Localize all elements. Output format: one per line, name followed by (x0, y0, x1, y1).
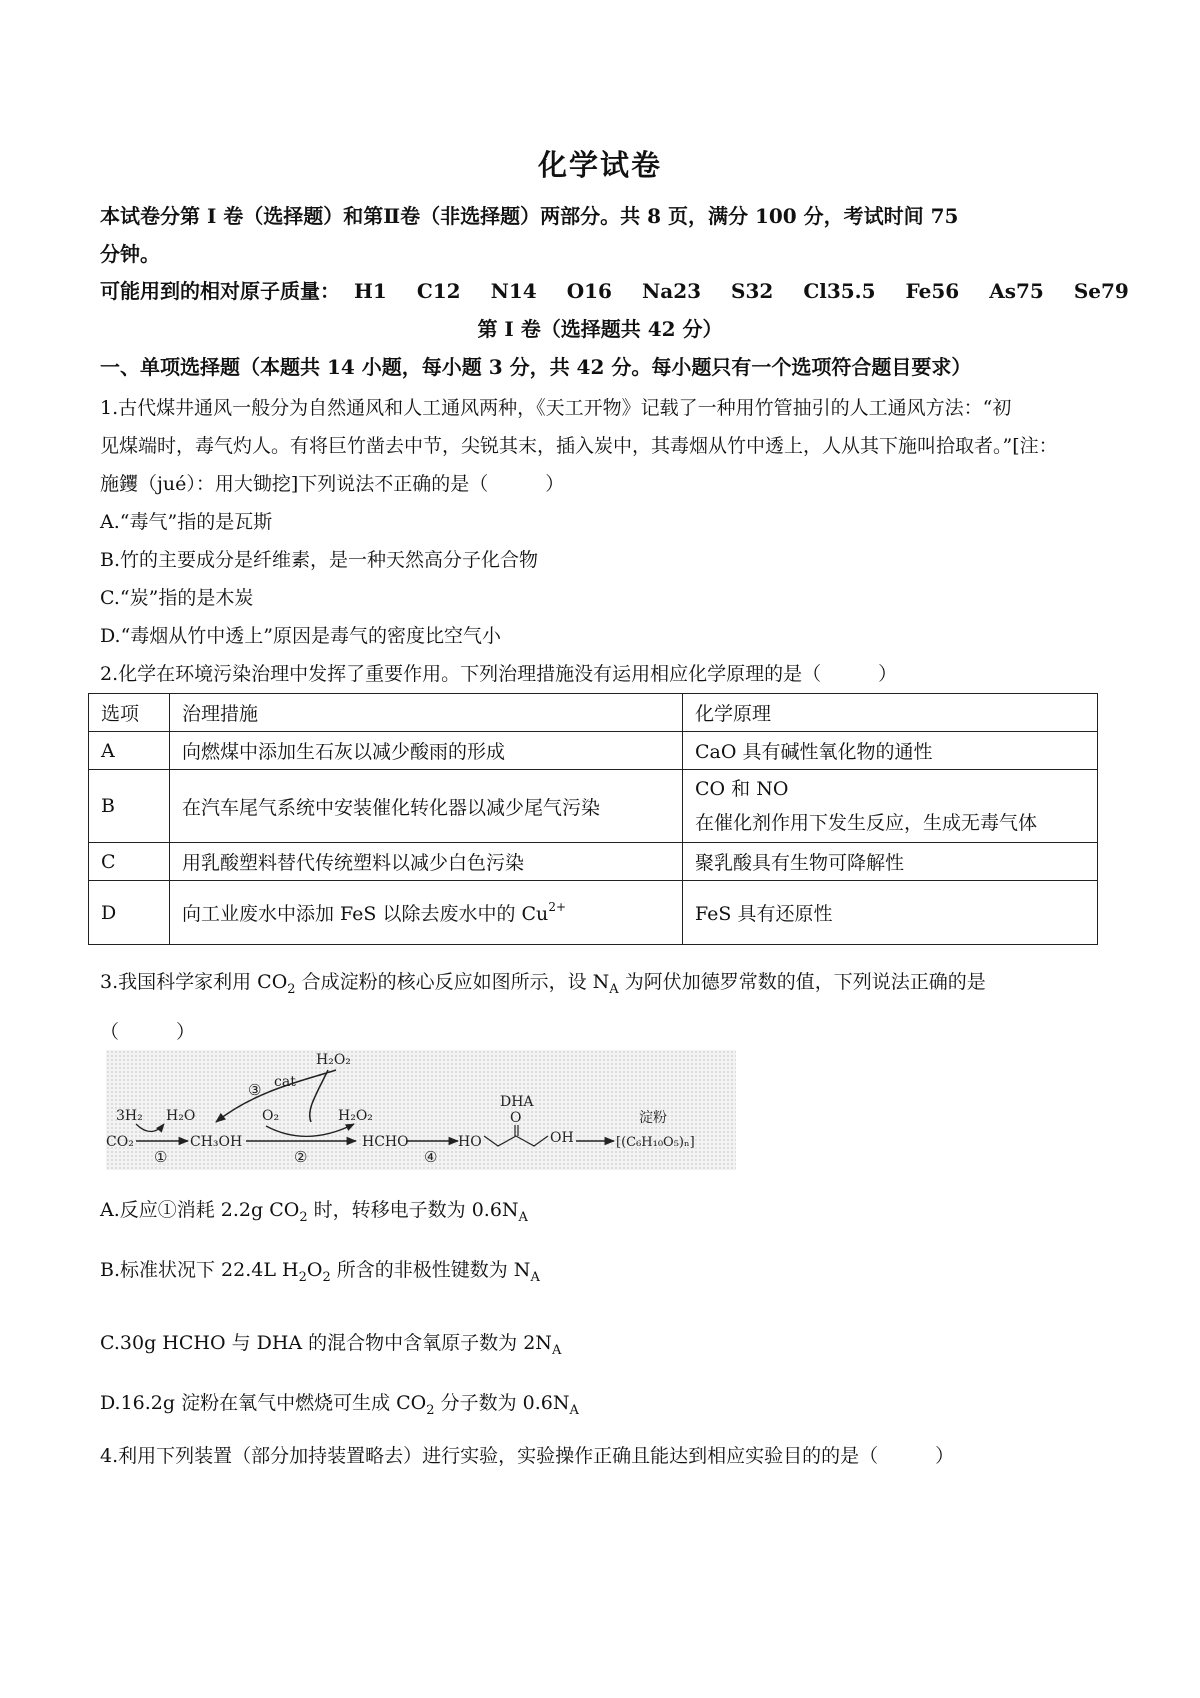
row-measure: 在汽车尾气系统中安装催化转化器以减少尾气污染 (170, 770, 683, 843)
section-title: 一、单项选择题（本题共 14 小题，每小题 3 分，共 42 分。每小题只有一个选项符合题目要求） (100, 355, 972, 379)
q3-option-b (100, 1255, 540, 1285)
diag-ch3oh: CH₃OH (190, 1134, 243, 1150)
q3-option-d (100, 1388, 579, 1418)
q3-stem-part: 合成淀粉的核心反应如图所示，设 N (295, 971, 610, 993)
diag-step1: ① (154, 1148, 168, 1166)
q1-option-d: D.“毒烟从竹中透上”原因是毒气的密度比空气小 (100, 625, 502, 647)
principle-line-1: CO 和 NO (695, 778, 789, 800)
row-measure (170, 881, 683, 945)
option-text: 分子数为 0.6N (434, 1392, 570, 1414)
masses-label: 可能用到的相对原子质量： (100, 279, 340, 303)
table-row (89, 881, 1098, 945)
atomic-masses (100, 275, 1159, 304)
diag-step4: ④ (424, 1148, 438, 1166)
row-principle: CaO 具有碱性氧化物的通性 (683, 732, 1098, 770)
subscript: A (518, 1210, 528, 1225)
row-measure: 用乳酸塑料替代传统塑料以减少白色污染 (170, 843, 683, 881)
table-row (89, 732, 1098, 770)
diag-starch-label: 淀粉 (639, 1110, 667, 1126)
q3-stem-line-2: （ ） (100, 1021, 196, 1043)
mass-item: Na23 (641, 279, 702, 303)
diag-dha: DHA (500, 1094, 534, 1110)
subscript: 2 (426, 1403, 435, 1418)
q3-option-a (100, 1195, 528, 1225)
subscript: A (551, 1343, 562, 1358)
diag-step2: ② (294, 1148, 308, 1166)
charge-superscript: 2+ (548, 900, 567, 914)
step2-side-arrow (266, 1124, 354, 1136)
row-principle: 聚乳酸具有生物可降解性 (683, 843, 1098, 881)
diag-h2o2-mid: H₂O₂ (338, 1108, 373, 1124)
diag-hcho: HCHO (362, 1134, 409, 1150)
row-option: C (89, 843, 170, 881)
diag-co2: CO₂ (106, 1134, 134, 1150)
subscript: A (569, 1403, 579, 1418)
subscript: 2 (287, 982, 296, 997)
diag-o2: O₂ (262, 1108, 280, 1124)
reaction-pathway-diagram (106, 1050, 736, 1170)
mass-item: C12 (416, 279, 461, 303)
q1-stem-line-1: 1.古代煤井通风一般分为自然通风和人工通风两种，《天工开物》记载了一种用竹管抽引的人工通风方法：“初 (100, 397, 1012, 419)
subscript: 2 (322, 1270, 331, 1285)
option-text: B.标准状况下 22.4L H (100, 1259, 299, 1281)
col-header-principle: 化学原理 (683, 694, 1098, 732)
q1-option-c: C.“炭”指的是木炭 (100, 587, 254, 609)
mass-item: O16 (566, 279, 612, 303)
part-title: 第 I 卷（选择题共 42 分） (477, 317, 723, 341)
mass-item: N14 (490, 279, 537, 303)
option-text: D.16.2g 淀粉在氧气中燃烧可生成 CO (100, 1392, 427, 1414)
principle-line-2: 在催化剂作用下发生反应，生成无毒气体 (695, 812, 1038, 834)
col-header-measure: 治理措施 (170, 694, 683, 732)
row-option: B (89, 770, 170, 843)
row-option: A (89, 732, 170, 770)
step1-side-arrow (136, 1124, 164, 1132)
mass-item: Cl35.5 (803, 279, 876, 303)
q4-stem: 4.利用下列装置（部分加持装置略去）进行实验，实验操作正确且能达到相应实验目的的是（ ） (100, 1445, 955, 1467)
subscript: 2 (298, 1270, 307, 1285)
mass-item: Se79 (1073, 279, 1129, 303)
row-principle: FeS 具有还原性 (683, 881, 1098, 945)
subscript: 2 (299, 1210, 308, 1225)
mass-item: S32 (731, 279, 774, 303)
intro-line-2: 分钟。 (100, 242, 160, 266)
option-text: O (306, 1259, 323, 1281)
diag-starch-formula: [(C₆H₁₀O₅)ₙ] (616, 1135, 695, 1150)
row-measure: 向燃煤中添加生石灰以减少酸雨的形成 (170, 732, 683, 770)
option-text: 时，转移电子数为 0.6N (307, 1199, 519, 1221)
q1-option-a: A.“毒气”指的是瓦斯 (100, 511, 273, 533)
table-header-row (89, 694, 1098, 732)
diag-h2o: H₂O (166, 1108, 196, 1124)
q2-table (88, 693, 1098, 945)
diag-h2: 3H₂ (116, 1108, 143, 1124)
diag-cat: cat (274, 1074, 296, 1090)
page-title: 化学试卷 (537, 148, 662, 182)
diag-carbonyl-o: O (510, 1110, 522, 1126)
diag-step3: ③ (248, 1081, 262, 1099)
subscript: A (530, 1270, 540, 1285)
diag-oh: OH (550, 1130, 574, 1146)
q1-stem-line-2: 见煤端时，毒气灼人。有将巨竹凿去中节，尖锐其末，插入炭中，其毒烟从竹中透上，人从其下施叫拾取者。”[注： (100, 435, 1058, 457)
option-text: 所含的非极性键数为 N (330, 1259, 531, 1281)
measure-text: 向工业废水中添加 FeS 以除去废水中的 Cu (182, 903, 549, 925)
option-text: A.反应①消耗 2.2g CO (100, 1199, 300, 1221)
intro-line-1: 本试卷分第 I 卷（选择题）和第Ⅱ卷（非选择题）两部分。共 8 页，满分 100 分，考试时间 75 (100, 204, 959, 228)
diag-ho: HO (458, 1134, 482, 1150)
col-header-option: 选项 (89, 694, 170, 732)
mass-item: As75 (989, 279, 1044, 303)
mass-item: H1 (354, 279, 387, 303)
q3-stem-part: 为阿伏加德罗常数的值，下列说法正确的是 (618, 971, 986, 993)
q3-stem-part: 3.我国科学家利用 CO (100, 971, 288, 993)
q1-stem-line-3: 施钁（jué）：用大锄挖]下列说法不正确的是（ ） (100, 473, 565, 495)
row-principle (683, 770, 1098, 843)
row-option: D (89, 881, 170, 945)
q3-stem (100, 967, 986, 997)
option-text: C.30g HCHO 与 DHA 的混合物中含氧原子数为 2N (100, 1332, 552, 1354)
q2-stem: 2.化学在环境污染治理中发挥了重要作用。下列治理措施没有运用相应化学原理的是（ ） (100, 663, 898, 685)
dha-backbone (484, 1136, 548, 1146)
table-row (89, 843, 1098, 881)
subscript: A (609, 982, 619, 997)
q1-option-b: B.竹的主要成分是纤维素，是一种天然高分子化合物 (100, 549, 539, 571)
diag-h2o2-top: H₂O₂ (316, 1052, 351, 1068)
table-row (89, 770, 1098, 843)
mass-item: Fe56 (905, 279, 960, 303)
q3-option-c (100, 1328, 561, 1358)
